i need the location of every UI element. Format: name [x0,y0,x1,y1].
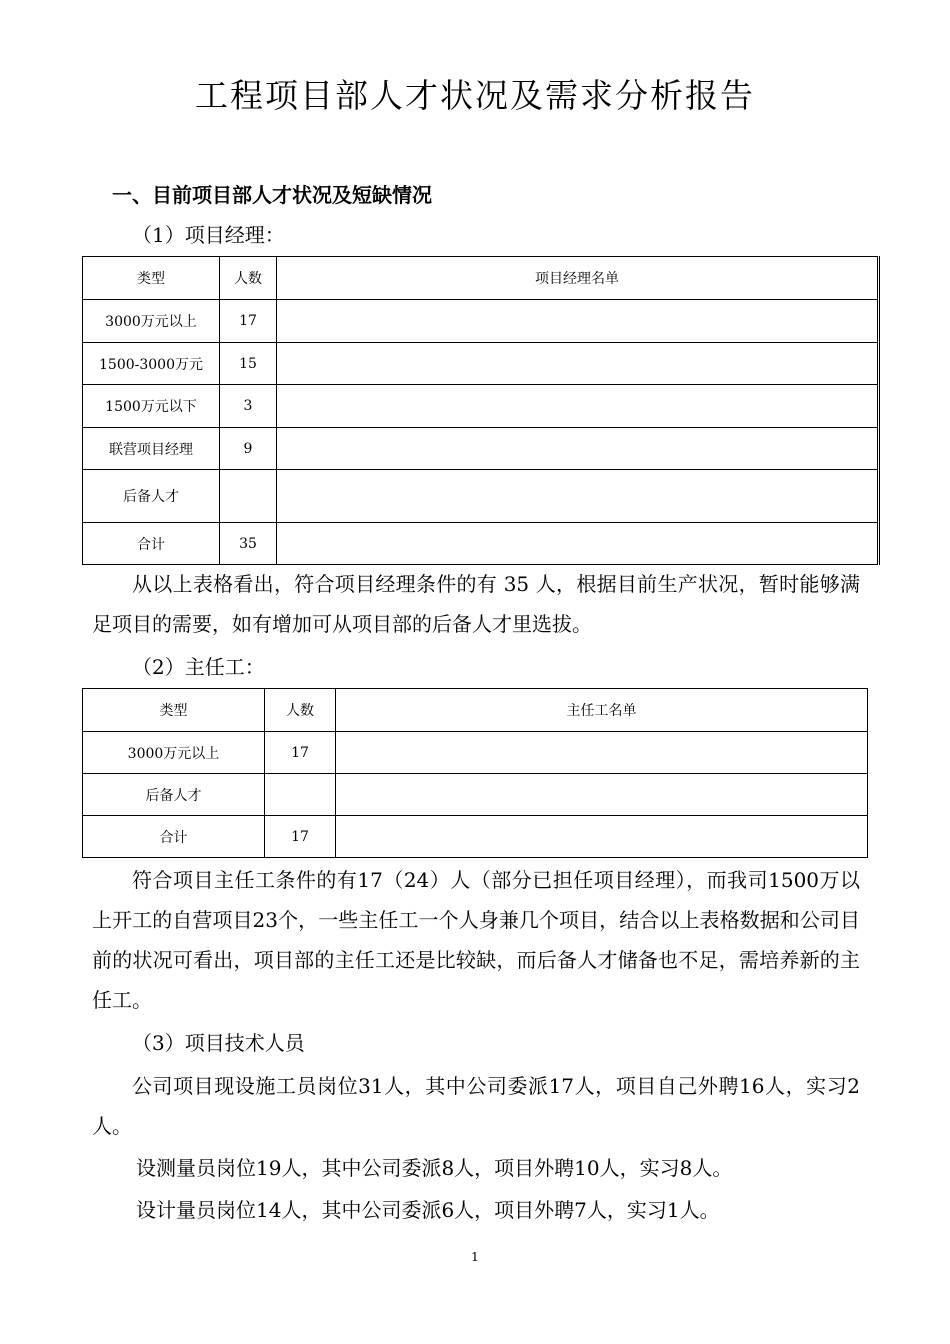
table-row [83,470,879,523]
row-type: 后备人才 [83,774,265,816]
row-names [277,300,879,343]
header-names: 项目经理名单 [277,257,879,300]
pm-subheading: （1）项目经理： [132,223,285,247]
table-row [83,300,879,343]
chief-paragraph: 符合项目主任工条件的有17（24）人（部分已担任项目经理），而我司1500万以上开工的自营项目23个，一些主任工一个人身兼几个项目，结合以上表格数据和公司目前的状况可看出，项目部的主任工还是比较缺，而后备人才储备也不足，需培养新的主任工。 [92,868,860,1012]
tech-line-quantity: 设计量员岗位14人，其中公司委派6人，项目外聘7人，实习1人。 [136,1198,720,1222]
tech-line-surveyor: 设测量员岗位19人，其中公司委派8人，项目外聘10人，实习8人。 [136,1156,733,1180]
table-header-row [83,689,868,732]
table-row [83,732,868,774]
row-names [277,385,879,428]
row-count [220,470,277,523]
row-count: 9 [220,428,277,470]
row-count: 17 [265,732,336,774]
row-count [265,774,336,816]
row-names [277,343,879,385]
table-row [83,428,879,470]
row-type: 合计 [83,523,220,565]
pm-table [82,256,880,565]
header-type: 类型 [83,689,265,732]
row-count: 35 [220,523,277,565]
row-names [336,816,868,858]
row-count: 3 [220,385,277,428]
row-type: 后备人才 [83,470,220,523]
header-type: 类型 [83,257,220,300]
header-names: 主任工名单 [336,689,868,732]
row-type: 3000万元以上 [83,300,220,343]
row-count: 17 [220,300,277,343]
row-names [336,774,868,816]
row-type: 1500-3000万元 [83,343,220,385]
section-heading: 一、目前项目部人才状况及短缺情况 [112,183,432,207]
chief-subheading: （2）主任工： [132,655,265,679]
row-count: 15 [220,343,277,385]
table-row [83,816,868,858]
row-names [336,732,868,774]
table-row [83,385,879,428]
row-names [277,523,879,565]
row-type: 3000万元以上 [83,732,265,774]
page-number: 1 [471,1250,479,1264]
row-type: 1500万元以下 [83,385,220,428]
tech-paragraph: 公司项目现设施工员岗位31人，其中公司委派17人，项目自己外聘16人，实习2人。 [92,1074,860,1138]
row-names [277,470,879,523]
page-title: 工程项目部人才状况及需求分析报告 [195,76,755,115]
chief-table [82,688,868,858]
table-row [83,523,879,565]
row-count: 17 [265,816,336,858]
table-row [83,774,868,816]
pm-paragraph: 从以上表格看出，符合项目经理条件的有 35 人，根据目前生产状况，暂时能够满足项目的需要，如有增加可从项目部的后备人才里选拔。 [92,572,860,636]
row-type: 合计 [83,816,265,858]
table-header-row [83,257,879,300]
row-names [277,428,879,470]
tech-subheading: （3）项目技术人员 [132,1031,305,1055]
header-count: 人数 [220,257,277,300]
table-row [83,343,879,385]
header-count: 人数 [265,689,336,732]
row-type: 联营项目经理 [83,428,220,470]
